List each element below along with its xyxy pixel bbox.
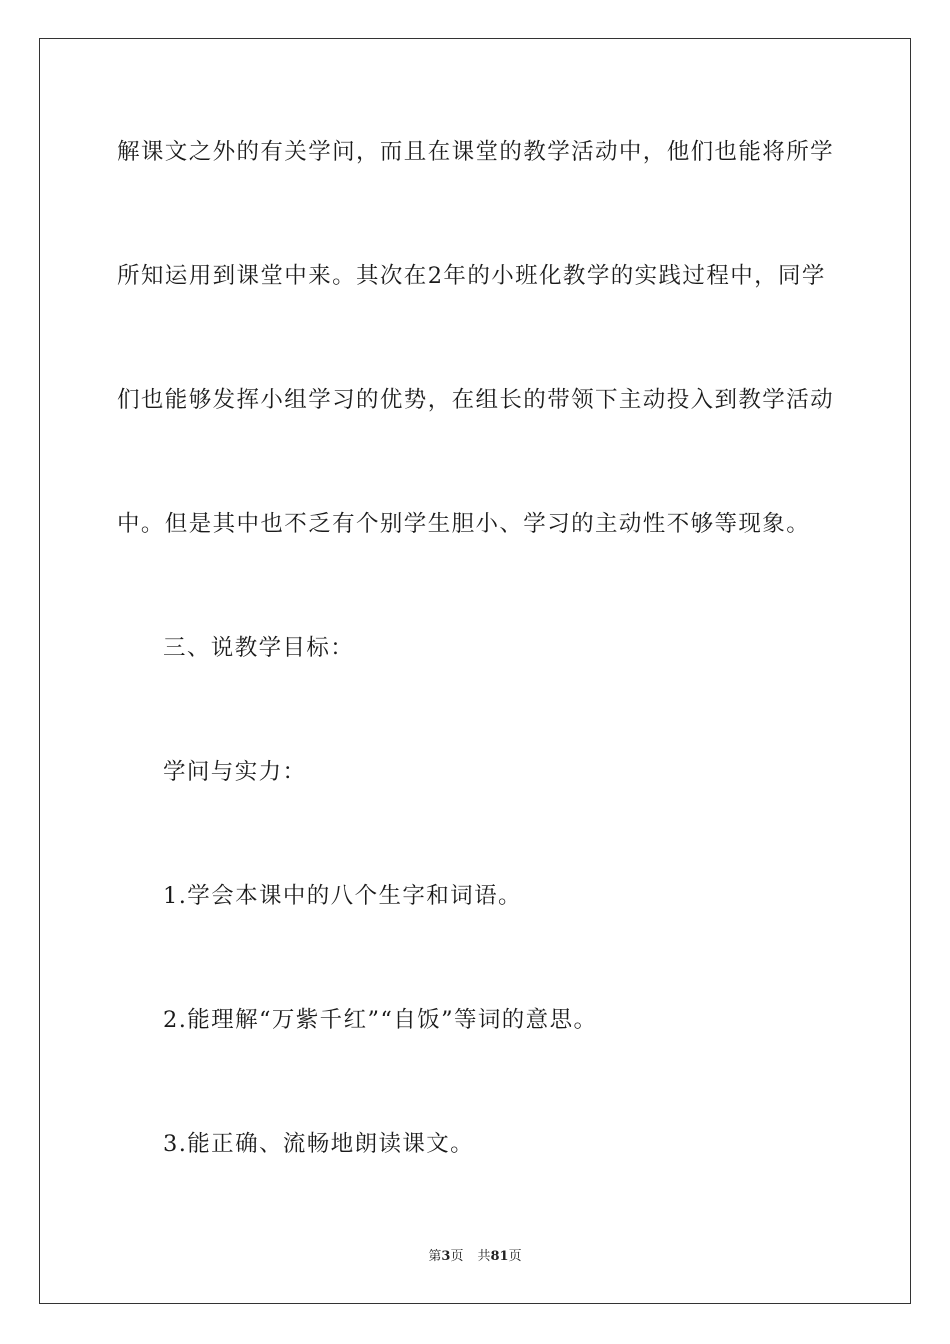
objective-item-1: 1.学会本课中的八个生字和词语。 (163, 883, 522, 909)
paragraph-line-2: 所知运用到课堂中来。其次在2年的小班化教学的实践过程中，同学 (117, 263, 826, 289)
footer-total-prefix: 共 (477, 1249, 491, 1264)
paragraph-line-1: 解课文之外的有关学问，而且在课堂的教学活动中，他们也能将所学 (117, 139, 835, 165)
footer-page-suffix: 页 (450, 1249, 464, 1264)
paragraph-line-3: 们也能够发挥小组学习的优势，在组长的带领下主动投入到教学活动 (117, 387, 835, 413)
objective-item-2: 2.能理解“万紫千红”“自饭”等词的意思。 (163, 1007, 598, 1033)
page-footer (0, 1248, 950, 1266)
page-border (39, 38, 911, 1304)
subheading: 学问与实力： (163, 759, 307, 785)
footer-total-pages: 81 (490, 1249, 509, 1264)
section-heading: 三、说教学目标： (163, 635, 355, 661)
footer-page-prefix: 第 (428, 1249, 442, 1264)
objective-item-3: 3.能正确、流畅地朗读课文。 (163, 1131, 475, 1157)
paragraph-line-4: 中。但是其中也不乏有个别学生胆小、学习的主动性不够等现象。 (117, 511, 811, 537)
footer-total-suffix: 页 (508, 1249, 522, 1264)
footer-page-number: 3 (441, 1249, 451, 1264)
